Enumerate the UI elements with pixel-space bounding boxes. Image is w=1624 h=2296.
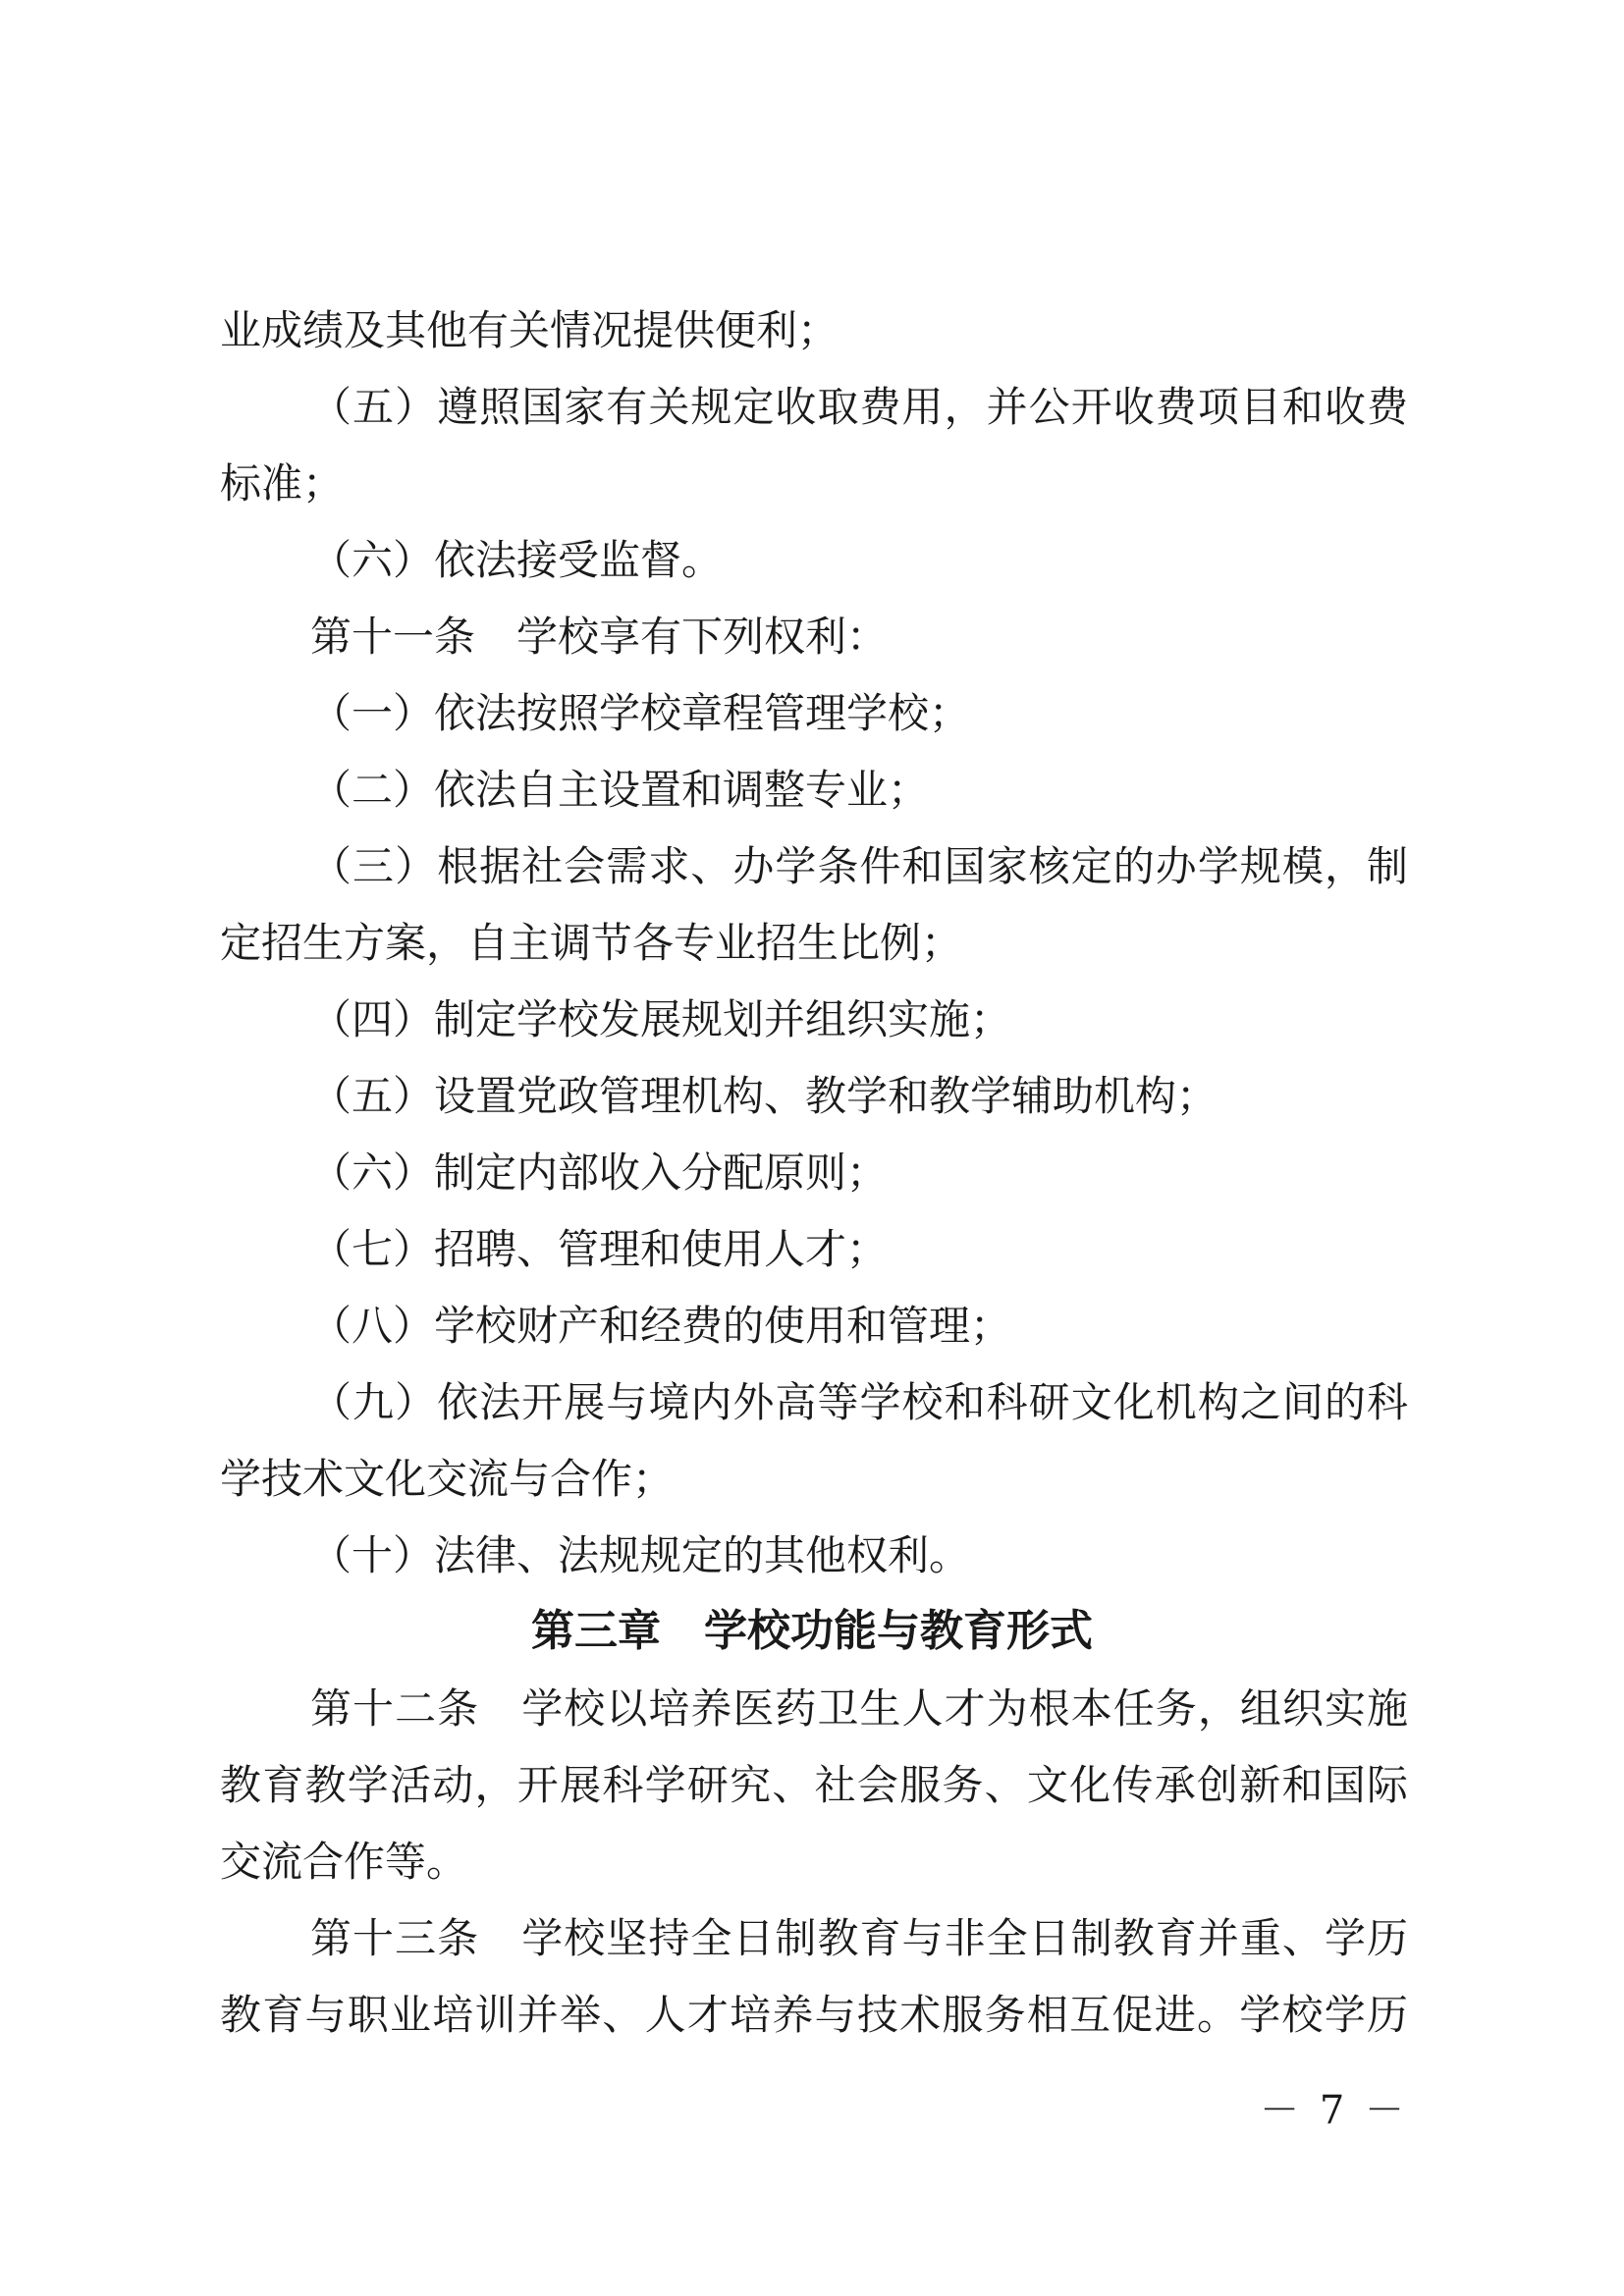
text-line-8: （三）根据社会需求、办学条件和国家核定的办学规模，制	[310, 842, 1408, 890]
text-line-2: （五）遵照国家有关规定收取费用，并公开收费项目和收费	[310, 383, 1408, 431]
chapter-heading: 第三章 学校功能与教育形式	[531, 1606, 1093, 1656]
text-line-11: （五）设置党政管理机构、教学和教学辅助机构；	[310, 1072, 1218, 1120]
text-line-9: 定招生方案，自主调节各专业招生比例；	[220, 919, 963, 967]
text-line-1: 业成绩及其他有关情况提供便利；	[220, 306, 839, 354]
article-13-line-2: 教育与职业培训并举、人才培养与技术服务相互促进。学校学历	[220, 1991, 1408, 2039]
article-13-line-1: 第十三条 学校坚持全日制教育与非全日制教育并重、学历	[310, 1914, 1408, 1962]
text-line-15: （九）依法开展与境内外高等学校和科研文化机构之间的科	[310, 1378, 1408, 1426]
text-line-16: 学技术文化交流与合作；	[220, 1455, 675, 1503]
article-11-heading: 第十一条 学校享有下列权利：	[310, 613, 889, 661]
text-line-17: （十）法律、法规规定的其他权利。	[310, 1531, 971, 1579]
text-line-6: （一）依法按照学校章程管理学校；	[310, 689, 971, 737]
text-line-3: 标准；	[220, 459, 345, 507]
text-line-14: （八）学校财产和经费的使用和管理；	[310, 1302, 1012, 1350]
text-line-12: （六）制定内部收入分配原则；	[310, 1148, 889, 1197]
text-line-4: （六）依法接受监督。	[310, 536, 724, 584]
article-12-line-1: 第十二条 学校以培养医药卫生人才为根本任务，组织实施	[310, 1684, 1408, 1733]
article-12-line-2: 教育教学活动，开展科学研究、社会服务、文化传承创新和国际	[220, 1761, 1408, 1809]
text-line-13: （七）招聘、管理和使用人才；	[310, 1225, 889, 1273]
text-line-7: （二）依法自主设置和调整专业；	[310, 766, 930, 814]
article-12-line-3: 交流合作等。	[220, 1838, 468, 1886]
page-number: － 7 －	[1260, 2088, 1408, 2133]
text-line-10: （四）制定学校发展规划并组织实施；	[310, 995, 1012, 1043]
